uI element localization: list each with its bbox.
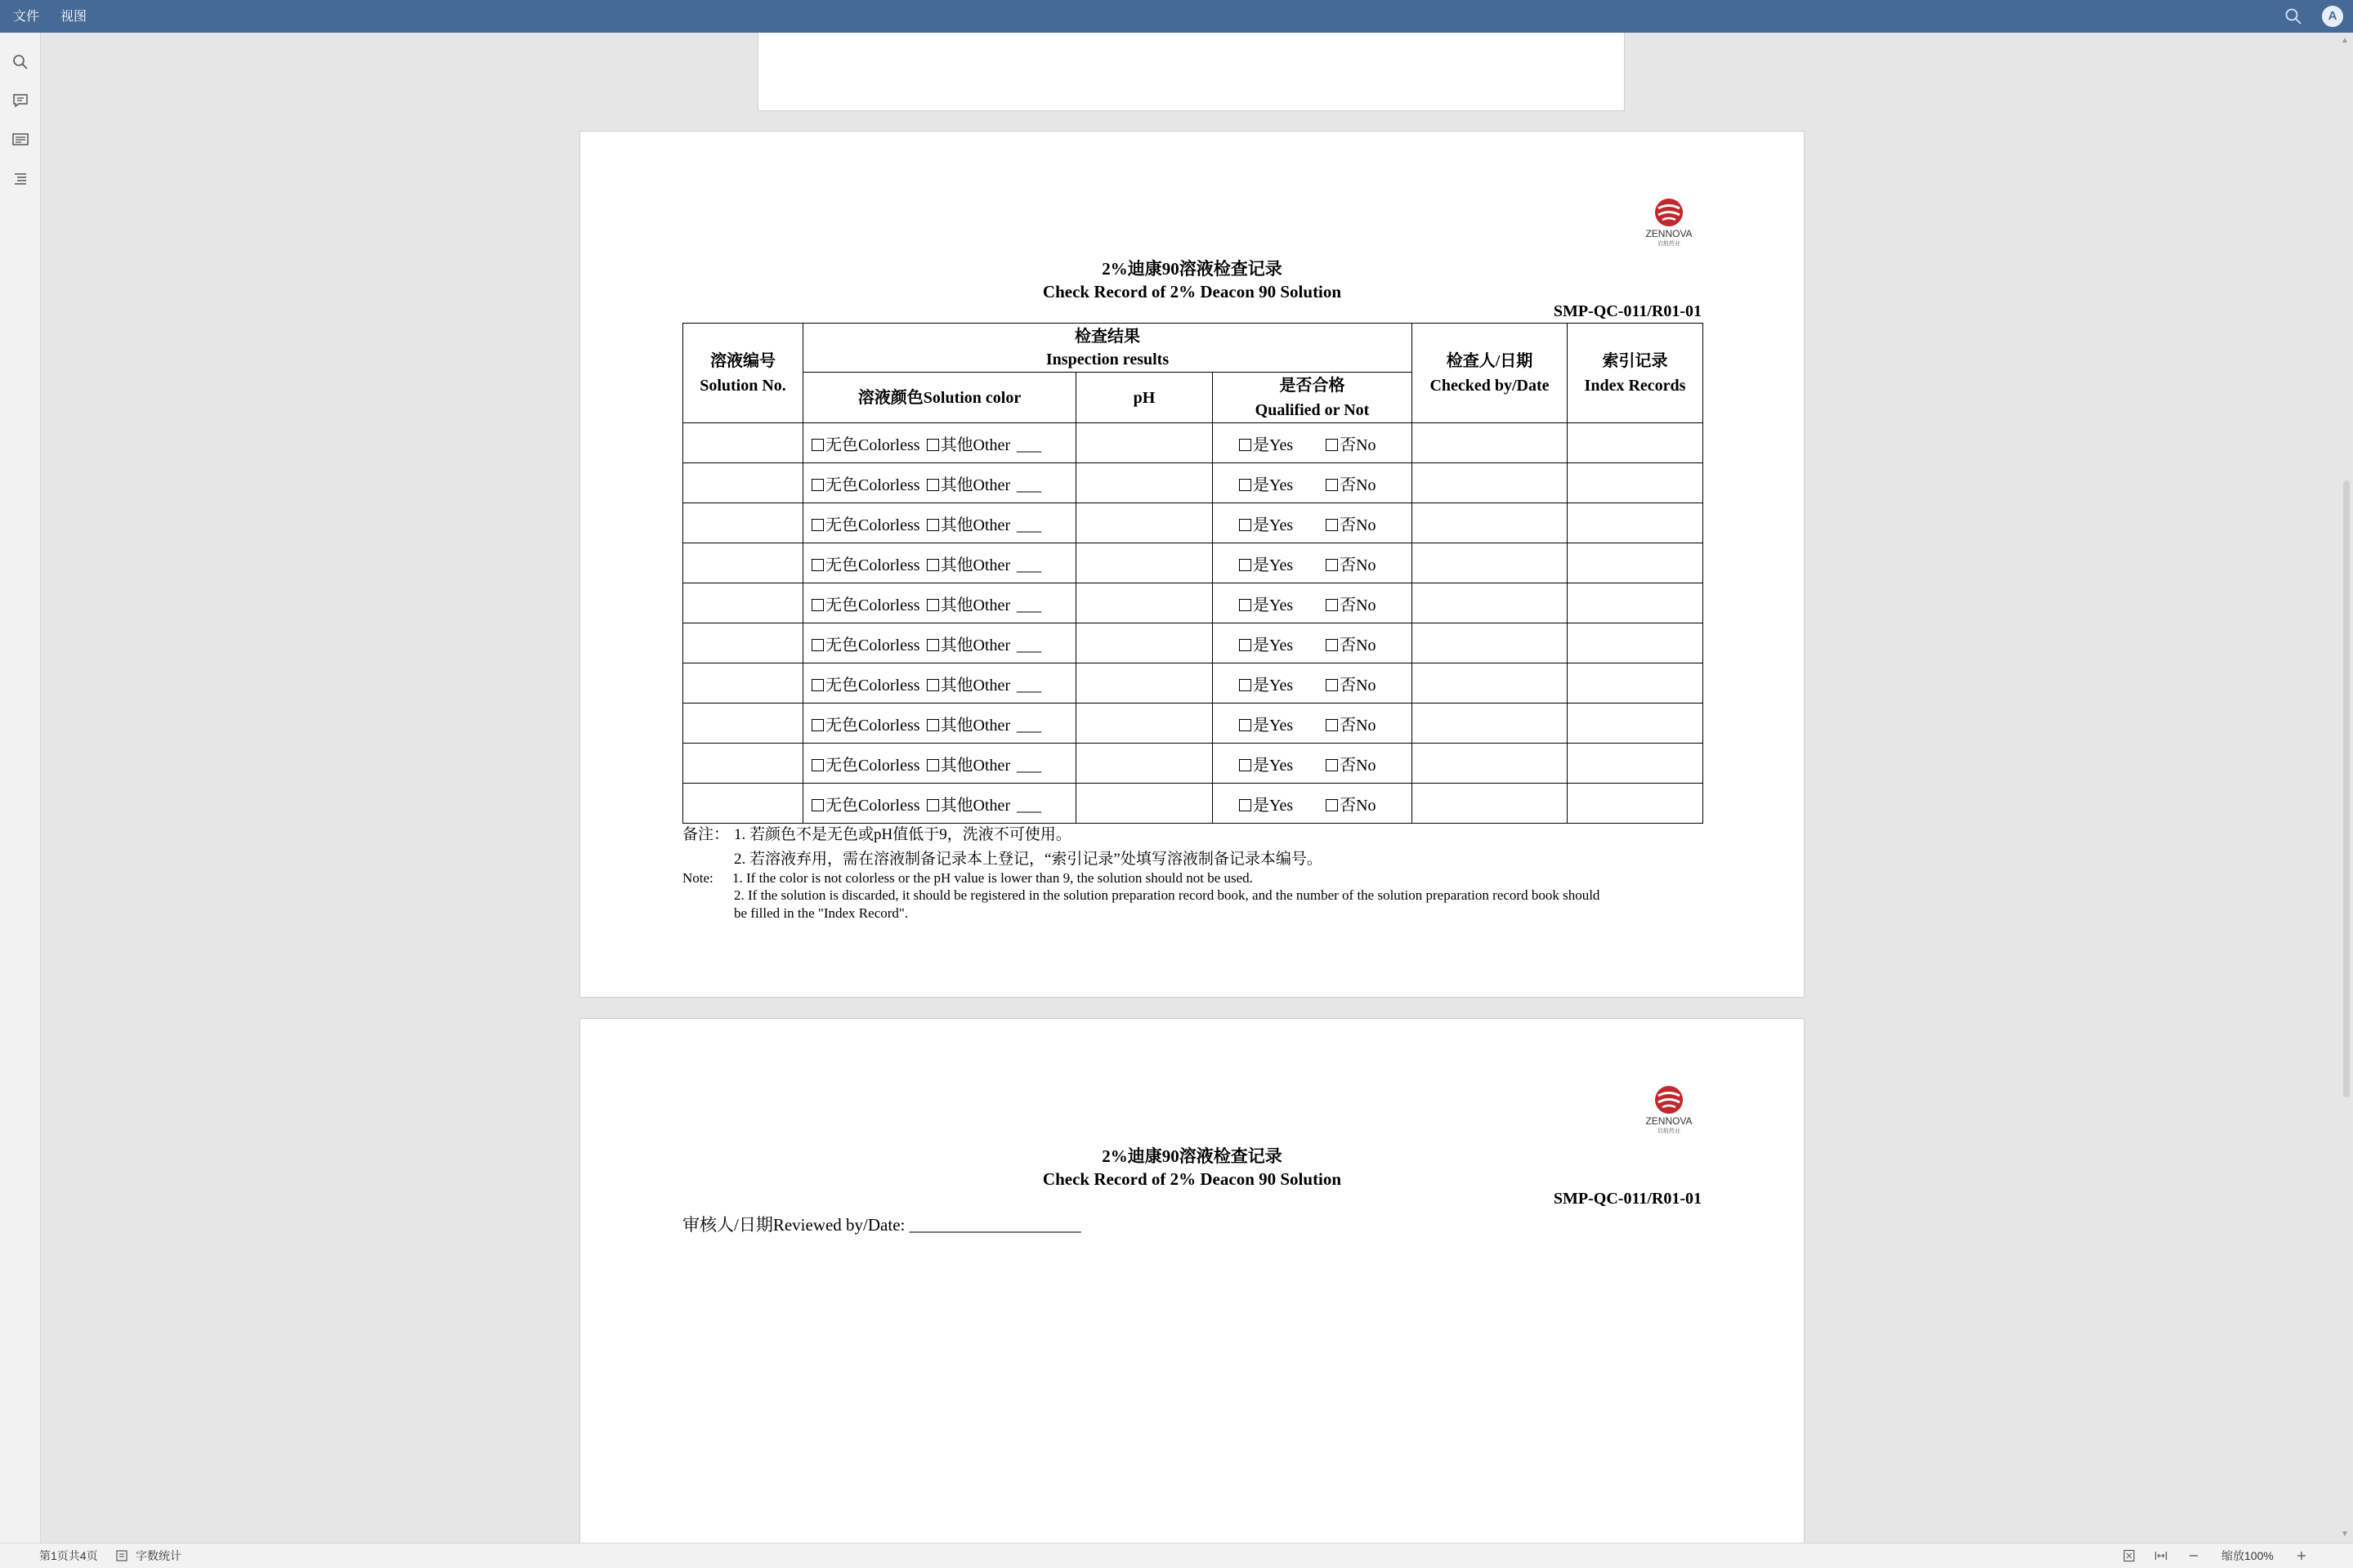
note-en-2-continued: be filled in the "Index Record".	[734, 905, 909, 921]
checkbox[interactable]	[812, 559, 824, 571]
outline-icon[interactable]	[11, 169, 30, 189]
index-record-cell[interactable]	[1568, 543, 1703, 583]
table-row	[683, 543, 1703, 583]
other-option[interactable]: 其他Other	[927, 637, 1011, 654]
vertical-scrollbar[interactable]	[2337, 33, 2353, 1543]
solution-color-cell	[803, 623, 1076, 663]
other-option[interactable]: 其他Other	[927, 476, 1011, 494]
word-count-button[interactable]: 字数统计	[136, 1549, 181, 1562]
other-blank[interactable]: ___	[1017, 436, 1042, 454]
index-record-cell[interactable]	[1568, 784, 1703, 824]
colorless-option[interactable]: 无色Colorless	[812, 637, 920, 654]
ph-cell[interactable]	[1076, 663, 1213, 704]
checkbox[interactable]	[927, 599, 939, 611]
note-cn-2: 2. 若溶液弃用，需在溶液制备记录本上登记，“索引记录”处填写溶液制备记录本编号。	[734, 851, 1322, 868]
no-option[interactable]: 否No	[1326, 637, 1376, 654]
solution-color-cell	[803, 503, 1076, 543]
colorless-option[interactable]: 无色Colorless	[812, 757, 920, 775]
qualified-cell	[1213, 744, 1412, 784]
header-index-records: 索引记录 Index Records	[1568, 324, 1703, 423]
solution-color-cell	[803, 583, 1076, 623]
checkbox[interactable]	[1239, 679, 1251, 691]
index-record-cell[interactable]	[1568, 623, 1703, 663]
ph-cell[interactable]	[1076, 583, 1213, 623]
no-option[interactable]: 否No	[1326, 677, 1376, 695]
solution-color-cell	[803, 744, 1076, 784]
index-record-cell[interactable]	[1568, 583, 1703, 623]
checkbox[interactable]	[1239, 799, 1251, 811]
no-option[interactable]: 否No	[1326, 797, 1376, 815]
title-english: Check Record of 2% Deacon 90 Solution	[1042, 1169, 1342, 1189]
left-toolbar	[0, 33, 41, 1543]
other-option[interactable]: 其他Other	[927, 596, 1011, 614]
qualified-cell	[1213, 704, 1412, 744]
scroll-up-arrow[interactable]: ▲	[2341, 36, 2349, 45]
notes-section	[682, 822, 1712, 969]
yes-option[interactable]: 是Yes	[1239, 717, 1293, 735]
comment-icon[interactable]	[11, 91, 30, 110]
checkbox[interactable]	[812, 679, 824, 691]
other-blank[interactable]: ___	[1017, 676, 1042, 695]
other-option[interactable]: 其他Other	[927, 797, 1011, 815]
checked-by-cell[interactable]	[1412, 503, 1568, 543]
checkbox[interactable]	[812, 639, 824, 651]
qualified-cell	[1213, 784, 1412, 824]
checkbox[interactable]	[927, 559, 939, 571]
menu-view[interactable]: 视图	[60, 10, 87, 24]
checked-by-cell[interactable]	[1412, 463, 1568, 503]
index-record-cell[interactable]	[1568, 744, 1703, 784]
scrollbar-thumb[interactable]	[2343, 480, 2350, 1097]
solution-no-cell[interactable]	[683, 744, 803, 784]
solution-no-cell[interactable]	[683, 543, 803, 583]
table-row	[683, 744, 1703, 784]
checkbox[interactable]	[1239, 559, 1251, 571]
checkbox[interactable]	[1326, 479, 1338, 491]
note-en-2: 2. If the solution is discarded, it should be registered in the solution preparation record book, and the number of the solution preparation record book should	[734, 887, 1600, 903]
search-icon[interactable]	[2284, 7, 2302, 25]
document-code: SMP-QC-011/R01-01	[1553, 302, 1702, 320]
other-blank[interactable]: ___	[1017, 756, 1042, 775]
solution-color-cell	[803, 463, 1076, 503]
yes-option[interactable]: 是Yes	[1239, 677, 1293, 695]
table-row	[683, 503, 1703, 543]
checkbox[interactable]	[1326, 679, 1338, 691]
ph-cell[interactable]	[1076, 623, 1213, 663]
header-qualified: 是否合格 Qualified or Not	[1213, 373, 1412, 423]
document-page-1	[579, 131, 1805, 998]
checkbox[interactable]	[1239, 599, 1251, 611]
yes-option[interactable]: 是Yes	[1239, 516, 1293, 534]
checkbox[interactable]	[812, 719, 824, 731]
title-chinese: 2%迪康90溶液检查记录	[1102, 1146, 1282, 1166]
solution-color-cell	[803, 784, 1076, 824]
table-row	[683, 663, 1703, 704]
title-english: Check Record of 2% Deacon 90 Solution	[1042, 282, 1342, 302]
qualified-cell	[1213, 623, 1412, 663]
checkbox[interactable]	[927, 439, 939, 451]
document-code: SMP-QC-011/R01-01	[1553, 1190, 1702, 1208]
note-en-1: 1. If the color is not colorless or the pH value is lower than 9, the solution should not be used.	[732, 870, 1253, 886]
table-row	[683, 704, 1703, 744]
menu-file[interactable]: 文件	[13, 10, 40, 24]
ph-cell[interactable]	[1076, 704, 1213, 744]
checked-by-cell[interactable]	[1412, 784, 1568, 824]
note-cn-1: 1. 若颜色不是无色或pH值低于9，洗液不可使用。	[734, 826, 1071, 843]
yes-option[interactable]: 是Yes	[1239, 797, 1293, 815]
yes-option[interactable]: 是Yes	[1239, 596, 1293, 614]
status-bar	[0, 1543, 2353, 1568]
scroll-down-arrow[interactable]: ▼	[2341, 1530, 2349, 1539]
other-option[interactable]: 其他Other	[927, 717, 1011, 735]
table-row	[683, 423, 1703, 463]
index-record-cell[interactable]	[1568, 503, 1703, 543]
other-blank[interactable]: ___	[1017, 516, 1042, 534]
no-option[interactable]: 否No	[1326, 476, 1376, 494]
qualified-cell	[1213, 423, 1412, 463]
title-chinese: 2%迪康90溶液检查记录	[1102, 259, 1282, 279]
no-option[interactable]: 否No	[1326, 596, 1376, 614]
header-ph: pH	[1076, 373, 1213, 423]
reviewed-by-line: 审核人/日期Reviewed by/Date: ____________________	[682, 1215, 1081, 1235]
header-solution-no: 溶液编号 Solution No.	[683, 324, 803, 423]
index-record-cell[interactable]	[1568, 463, 1703, 503]
solution-no-cell[interactable]	[683, 663, 803, 704]
user-avatar[interactable]: A	[2322, 6, 2343, 27]
checkbox[interactable]	[812, 759, 824, 771]
solution-color-cell	[803, 663, 1076, 704]
ph-cell[interactable]	[1076, 784, 1213, 824]
checked-by-cell[interactable]	[1412, 543, 1568, 583]
solution-color-cell	[803, 543, 1076, 583]
yes-option[interactable]: 是Yes	[1239, 637, 1293, 654]
svg-text:启航药业: 启航药业	[1657, 240, 1680, 246]
yes-option[interactable]: 是Yes	[1239, 556, 1293, 574]
checkbox[interactable]	[812, 599, 824, 611]
other-blank[interactable]: ___	[1017, 556, 1042, 574]
qualified-cell	[1213, 583, 1412, 623]
checkbox[interactable]	[927, 679, 939, 691]
other-option[interactable]: 其他Other	[927, 677, 1011, 695]
review-icon[interactable]	[11, 130, 30, 150]
qualified-cell	[1213, 503, 1412, 543]
header-solution-color: 溶液颜色Solution color	[803, 373, 1076, 423]
zennova-logo	[1636, 1084, 1702, 1133]
table-row	[683, 463, 1703, 503]
table-row	[683, 583, 1703, 623]
yes-option[interactable]: 是Yes	[1239, 757, 1293, 775]
qualified-cell	[1213, 663, 1412, 704]
other-option[interactable]: 其他Other	[927, 556, 1011, 574]
solution-color-cell	[803, 704, 1076, 744]
qualified-cell	[1213, 543, 1412, 583]
svg-text:启航药业: 启航药业	[1657, 1128, 1680, 1133]
other-option[interactable]: 其他Other	[927, 757, 1011, 775]
ph-cell[interactable]	[1076, 463, 1213, 503]
notes-en-label: Note:	[682, 870, 714, 886]
colorless-option[interactable]: 无色Colorless	[812, 797, 920, 815]
index-record-cell[interactable]	[1568, 663, 1703, 704]
checkbox[interactable]	[1326, 599, 1338, 611]
colorless-option[interactable]: 无色Colorless	[812, 677, 920, 695]
colorless-option[interactable]: 无色Colorless	[812, 476, 920, 494]
solution-no-cell[interactable]	[683, 623, 803, 663]
checked-by-cell[interactable]	[1412, 623, 1568, 663]
colorless-option[interactable]: 无色Colorless	[812, 556, 920, 574]
checkbox[interactable]	[927, 799, 939, 811]
checkbox[interactable]	[927, 639, 939, 651]
zennova-logo	[1636, 197, 1702, 246]
checkbox[interactable]	[1326, 639, 1338, 651]
checkbox[interactable]	[1326, 759, 1338, 771]
other-option[interactable]: 其他Other	[927, 436, 1011, 454]
checkbox[interactable]	[1326, 519, 1338, 531]
no-option[interactable]: 否No	[1326, 556, 1376, 574]
document-page-2	[579, 1018, 1805, 1543]
checkbox[interactable]	[927, 519, 939, 531]
index-record-cell[interactable]	[1568, 423, 1703, 463]
checkbox[interactable]	[1326, 559, 1338, 571]
page-indicator[interactable]: 第1页共4页	[39, 1549, 98, 1562]
header-inspection-results: 检查结果 Inspection results	[803, 324, 1412, 373]
checkbox[interactable]	[812, 519, 824, 531]
other-blank[interactable]: ___	[1017, 716, 1042, 735]
solution-no-cell[interactable]	[683, 463, 803, 503]
solution-no-cell[interactable]	[683, 784, 803, 824]
checkbox[interactable]	[1239, 439, 1251, 451]
qualified-cell	[1213, 463, 1412, 503]
no-option[interactable]: 否No	[1326, 436, 1376, 454]
zoom-out-icon[interactable]	[2187, 1549, 2200, 1562]
fit-page-icon[interactable]	[2123, 1549, 2136, 1562]
zoom-level[interactable]: 缩放100%	[2221, 1549, 2274, 1562]
zoom-in-icon[interactable]	[2295, 1549, 2308, 1562]
table-row	[683, 623, 1703, 663]
colorless-option[interactable]: 无色Colorless	[812, 596, 920, 614]
checkbox[interactable]	[1239, 719, 1251, 731]
checked-by-cell[interactable]	[1412, 704, 1568, 744]
ph-cell[interactable]	[1076, 423, 1213, 463]
checked-by-cell[interactable]	[1412, 663, 1568, 704]
no-option[interactable]: 否No	[1326, 717, 1376, 735]
checkbox[interactable]	[1239, 759, 1251, 771]
fit-width-icon[interactable]	[2154, 1549, 2167, 1562]
table-row	[683, 784, 1703, 824]
checkbox[interactable]	[812, 479, 824, 491]
checked-by-cell[interactable]	[1412, 583, 1568, 623]
search-icon[interactable]	[11, 52, 30, 72]
checkbox[interactable]	[927, 719, 939, 731]
checkbox[interactable]	[1239, 519, 1251, 531]
yes-option[interactable]: 是Yes	[1239, 476, 1293, 494]
colorless-option[interactable]: 无色Colorless	[812, 717, 920, 735]
solution-no-cell[interactable]	[683, 583, 803, 623]
other-blank[interactable]: ___	[1017, 636, 1042, 654]
ph-cell[interactable]	[1076, 543, 1213, 583]
solution-no-cell[interactable]	[683, 704, 803, 744]
word-count-icon[interactable]	[115, 1549, 128, 1562]
solution-no-cell[interactable]	[683, 503, 803, 543]
previous-page	[758, 33, 1625, 111]
checkbox[interactable]	[1326, 799, 1338, 811]
checkbox[interactable]	[1239, 639, 1251, 651]
yes-option[interactable]: 是Yes	[1239, 436, 1293, 454]
checkbox[interactable]	[1326, 719, 1338, 731]
ph-cell[interactable]	[1076, 503, 1213, 543]
other-option[interactable]: 其他Other	[927, 516, 1011, 534]
colorless-option[interactable]: 无色Colorless	[812, 436, 920, 454]
title-bar	[0, 0, 2353, 33]
solution-no-cell[interactable]	[683, 423, 803, 463]
checked-by-cell[interactable]	[1412, 744, 1568, 784]
index-record-cell[interactable]	[1568, 704, 1703, 744]
checkbox[interactable]	[927, 759, 939, 771]
checkbox[interactable]	[1239, 479, 1251, 491]
checked-by-cell[interactable]	[1412, 423, 1568, 463]
solution-color-cell	[803, 423, 1076, 463]
svg-text:ZENNOVA: ZENNOVA	[1645, 228, 1693, 239]
no-option[interactable]: 否No	[1326, 516, 1376, 534]
svg-text:ZENNOVA: ZENNOVA	[1645, 1115, 1693, 1127]
other-blank[interactable]: ___	[1017, 796, 1042, 815]
notes-cn-label: 备注：	[682, 826, 730, 843]
checkbox[interactable]	[927, 479, 939, 491]
ph-cell[interactable]	[1076, 744, 1213, 784]
no-option[interactable]: 否No	[1326, 757, 1376, 775]
colorless-option[interactable]: 无色Colorless	[812, 516, 920, 534]
other-blank[interactable]: ___	[1017, 476, 1042, 494]
checkbox[interactable]	[812, 439, 824, 451]
checkbox[interactable]	[812, 799, 824, 811]
other-blank[interactable]: ___	[1017, 596, 1042, 614]
checkbox[interactable]	[1326, 439, 1338, 451]
inspection-table	[682, 323, 1703, 824]
header-checked-by: 检查人/日期 Checked by/Date	[1412, 324, 1568, 423]
